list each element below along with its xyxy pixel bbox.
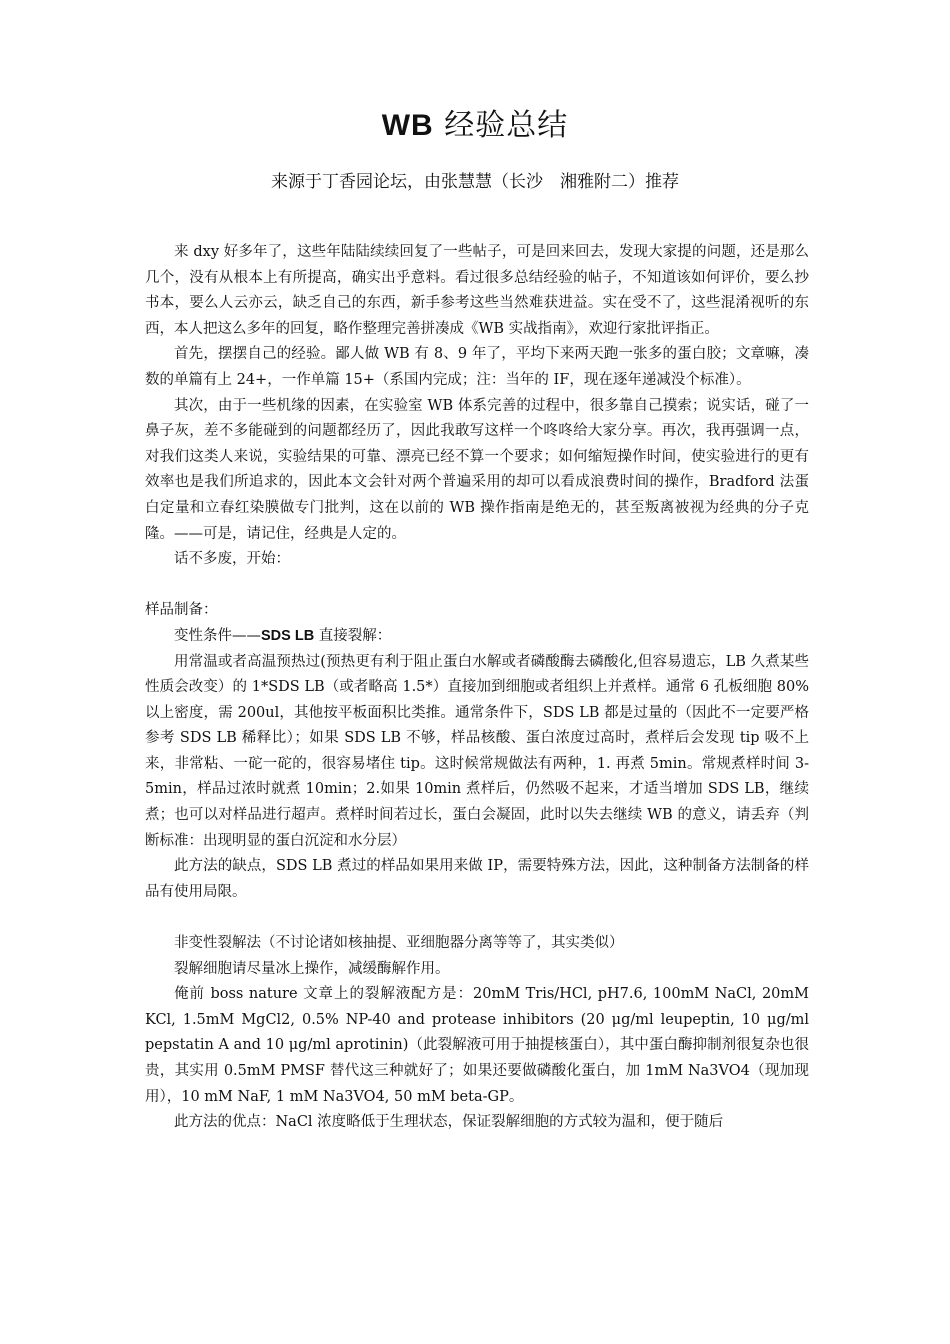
paragraph-sds-drawback: 此方法的缺点，SDS LB 煮过的样品如果用来做 IP，需要特殊方法，因此，这种制备方法制备的样品有使用局限。 — [145, 858, 809, 900]
blank-line — [145, 573, 809, 599]
page-title — [0, 104, 950, 148]
paragraph-background: 其次，由于一些机缘的因素，在实验室 WB 体系完善的过程中，很多靠自己摸索；说实话，碰了一鼻子灰，差不多能碰到的问题都经历了，因此我敢写这样一个咚咚给大家分享。再次，我再强调一点，对我们这类人来说，实验结果的可靠、漂亮已经不算一个要求；如何缩短操作时间，使实验进行的更有效率也是我们所追求的，因此本文会针对两个普遍采用的却可以看成浪费时间的操作，Bradford 法蛋白定量和立春红染膜做专门批判，这在以前的 WB 操作指南是绝无的，甚至叛离被视为经典的分子克隆。——可是，请记住，经典是人定的。 — [145, 397, 809, 542]
page-subtitle: 来源于丁香园论坛，由张慧慧（长沙 湘雅附二）推荐 — [271, 172, 679, 192]
subsection-prefix: 变性条件—— — [174, 627, 261, 644]
subsection-heading — [145, 624, 809, 650]
paragraph-start: 话不多废，开始： — [174, 551, 290, 568]
subsection-suffix: 直接裂解： — [314, 627, 392, 644]
title-latin: WB — [381, 109, 434, 142]
paragraph-intro: 来 dxy 好多年了，这些年陆陆续续回复了一些帖子，可是回来回去，发现大家提的问题，还是那么几个，没有从根本上有所提高，确实出乎意料。看过很多总结经验的帖子，不知道该如何评价，要么抄书本，要么人云亦云，缺乏自己的东西，新手参考这些当然难获进益。实在受不了，这些混淆视听的东西，本人把这么多年的回复，略作整理完善拼凑成《WB 实战指南》，欢迎行家批评指正。 — [145, 244, 809, 337]
title-cjk: 经验总结 — [433, 108, 569, 143]
subsection-bold: SDS LB — [261, 627, 315, 644]
section-heading: 样品制备： — [145, 602, 218, 619]
paragraph-advantage: 此方法的优点：NaCl 浓度略低于生理状态，保证裂解细胞的方式较为温和，便于随后 — [174, 1114, 724, 1131]
paragraph-sds-method: 用常温或者高温预热过(预热更有利于阻止蛋白水解或者磷酸酶去磷酸化,但容易遗忘，LB 久煮某些性质会改变）的 1*SDS LB（或者略高 1.5*）直接加到细胞或者组织上并煮样。通常 6 孔板细胞 80%以上密度，需 200ul，其他按平板面积比类推。通常条件下，SDS LB 都是过量的（因此不一定要严格参考 SDS LB 稀释比）；如果 SDS LB 不够，样品核酸、蛋白浓度过高时，煮样后会发现 tip 吸不上来，非常粘、一砣一砣的，很容易堵住 tip。这时候常规做法有两种，1. 再煮 5min。常规煮样时间 3-5min，样品过浓时就煮 10min；2.如果 10min 煮样后，仍然吸不起来，才适当增加 SDS LB，继续煮；也可以对样品进行超声。煮样时间若过长，蛋白会凝固，此时以失去继续 WB 的意义，请丢弃（判断标准：出现明显的蛋白沉淀和水分层） — [145, 653, 809, 849]
paragraph-ice: 裂解细胞请尽量冰上操作，减缓酶解作用。 — [174, 960, 450, 977]
paragraph-experience: 首先，摆摆自己的经验。鄙人做 WB 有 8、9 年了，平均下来两天跑一张多的蛋白胶；文章嘛，凑数的单篇有上 24+，一作单篇 15+（系国内完成；注：当年的 IF，现在逐年递减没个标准）。 — [145, 346, 809, 388]
paragraph-lysis-buffer: 俺前 boss nature 文章上的裂解液配方是：20mM Tris/HCl, pH7.6, 100mM NaCl, 20mM KCl, 1.5mM MgCl2, 0.5% NP-40 and protease inhibitors (20 μg/ml leupeptin, 10 μg/ml pepstatin A and 10 μg/ml aprotinin)（此裂解液可用于抽提核蛋白），其中蛋白酶抑制剂很复杂也很贵，其实用 0.5mM PMSF 替代这三种就好了；如果还要做磷酸化蛋白，加 1mM Na3VO4（现加现用），10 mM NaF, 1 mM Na3VO4, 50 mM beta-GP。 — [145, 986, 809, 1105]
blank-line — [145, 905, 809, 931]
document-body — [145, 240, 809, 1136]
paragraph-nondenaturing: 非变性裂解法（不讨论诸如核抽提、亚细胞器分离等等了，其实类似） — [174, 935, 624, 952]
